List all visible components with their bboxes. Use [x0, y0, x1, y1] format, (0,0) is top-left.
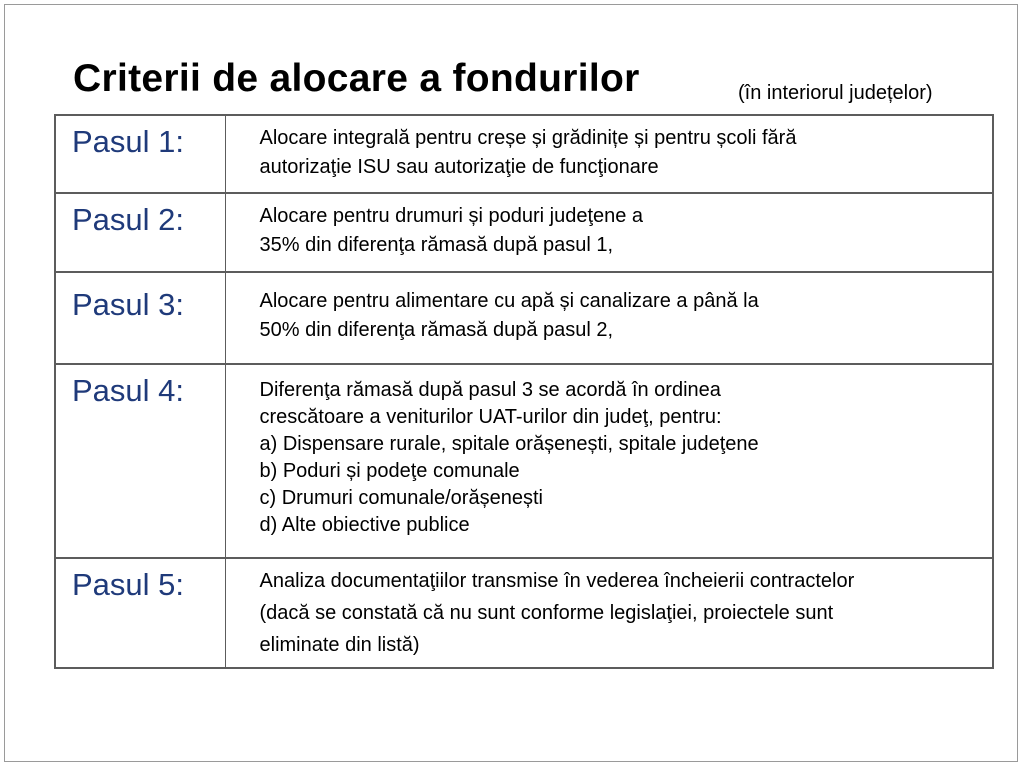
step-label: Pasul 1: — [55, 115, 225, 193]
description-line: Alocare pentru drumuri și poduri judeţene a — [259, 205, 644, 227]
step-label: Pasul 2: — [55, 193, 225, 272]
step-description — [225, 364, 993, 558]
step-description — [225, 558, 993, 668]
description-line: autorizaţie ISU sau autorizaţie de funcţionare — [259, 156, 659, 178]
steps-table — [54, 114, 994, 669]
description-line: 50% din diferenţa rămasă după pasul 2, — [259, 319, 614, 341]
list-item: d) Alte obiective publice — [259, 514, 470, 536]
page-subtitle: (în interiorul județelor) — [738, 82, 933, 104]
step-description — [225, 115, 993, 193]
step-label: Pasul 3: — [55, 272, 225, 364]
description-line: (dacă se constată că nu sunt conforme legislaţiei, proiectele sunt — [259, 602, 834, 624]
page-title: Criterii de alocare a fondurilor — [73, 57, 640, 100]
description-line: eliminate din listă) — [259, 634, 420, 656]
description-line: 35% din diferenţa rămasă după pasul 1, — [259, 234, 614, 256]
description-line: Alocare integrală pentru creșe și grădinițe și pentru școli fără — [259, 127, 797, 149]
description-line: Alocare pentru alimentare cu apă și canalizare a până la — [259, 290, 759, 312]
table-row — [55, 364, 993, 558]
list-item: c) Drumuri comunale/orășenești — [259, 487, 543, 509]
list-item: b) Poduri și podeţe comunale — [259, 460, 520, 482]
table-row — [55, 115, 993, 193]
step-description — [225, 272, 993, 364]
table-row — [55, 558, 993, 668]
description-line: Analiza documentaţiilor transmise în vederea încheierii contractelor — [259, 570, 855, 592]
slide — [4, 4, 1018, 762]
list-item: a) Dispensare rurale, spitale orășenești, spitale judeţene — [259, 433, 759, 455]
description-line: crescătoare a veniturilor UAT-urilor din judeţ, pentru: — [259, 406, 722, 428]
description-line: Diferenţa rămasă după pasul 3 se acordă în ordinea — [259, 379, 721, 401]
table-row — [55, 193, 993, 272]
step-label: Pasul 4: — [55, 364, 225, 558]
step-description — [225, 193, 993, 272]
step-label: Pasul 5: — [55, 558, 225, 668]
table-row — [55, 272, 993, 364]
